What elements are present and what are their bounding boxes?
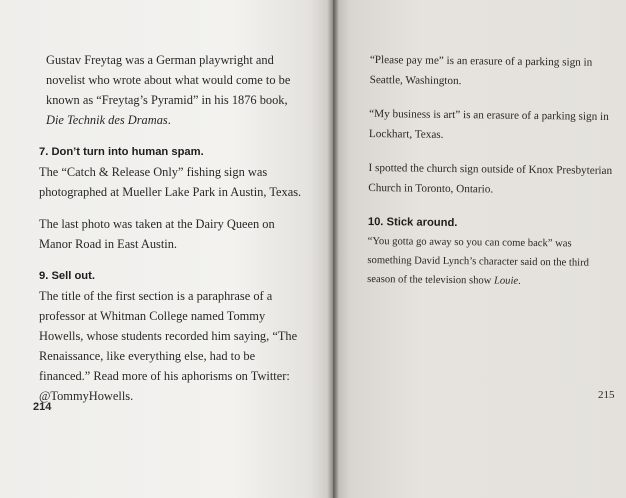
page-number-left: 214 (33, 401, 52, 413)
intro-paragraph (46, 50, 307, 130)
section-10-text: “You gotta go away so you can come back” was something David Lynch’s character said on the third season of the television show (367, 235, 590, 287)
section-10-paragraph (367, 232, 613, 292)
intro-text: Gustav Freytag was a German playwright and novelist who wrote about what would come to be known as “Freytag’s Pyramid” in his 1876 book, (46, 53, 291, 107)
right-text-column (367, 50, 615, 306)
right-page (333, 0, 626, 498)
book-title: Die Technik des Dramas (46, 113, 168, 127)
book-gutter (327, 0, 339, 498)
erasure-paragraph-2: “My business is art” is an erasure of a parking sign in Lockhart, Texas. (368, 107, 609, 141)
intro-end: . (167, 113, 171, 127)
church-sign-paragraph: I spotted the church sign outside of Knox Presbyterian Church in Toronto, Ontario. (368, 161, 613, 196)
left-text-column (39, 50, 307, 418)
section-9-heading: 9. Sell out. (39, 270, 95, 282)
erasure-paragraph-1: “Please pay me” is an erasure of a parking sign in Seattle, Washington. (369, 53, 593, 88)
show-title: Louie (493, 275, 519, 287)
section-9-paragraph-1: The title of the first section is a paraphrase of a professor at Whitman College named Tommy Howells, whose students recorded him saying, “The Renaissance, like everything else, had to be financed.” Read more of his aphorisms on Twitter: @TommyHowells. (39, 289, 298, 403)
section-7-heading: 7. Don’t turn into human spam. (39, 146, 204, 158)
section-7-paragraph-2: The last photo was taken at the Dairy Queen on Manor Road in East Austin. (39, 217, 275, 251)
page-number-right: 215 (598, 389, 615, 401)
section-7-paragraph-1: The “Catch & Release Only” fishing sign was photographed at Mueller Lake Park in Austin, Texas. (39, 165, 302, 199)
section-10-heading: 10. Stick around. (367, 215, 458, 230)
section-10-end: . (518, 275, 521, 287)
